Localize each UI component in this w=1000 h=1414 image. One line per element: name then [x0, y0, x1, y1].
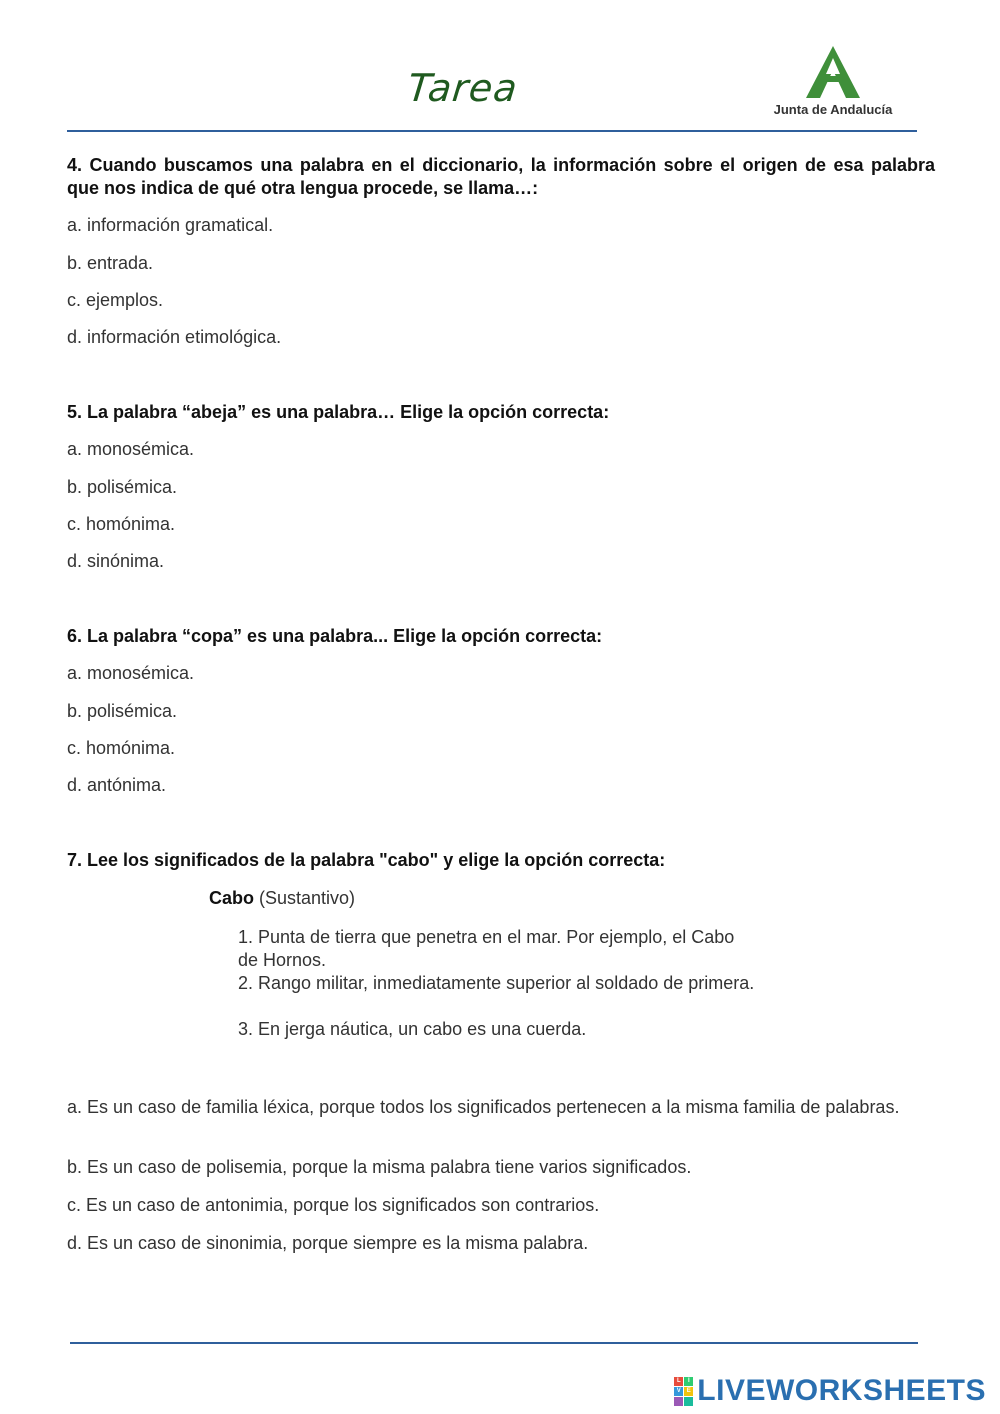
question-7-option-a[interactable]: a. Es un caso de familia léxica, porque todos los significados pertenecen a la misma familia de palabras.: [67, 1097, 900, 1117]
liveworksheets-mark-icon: [674, 1377, 693, 1406]
question-5-option-a[interactable]: a. monosémica.: [67, 439, 195, 459]
question-4-option-a[interactable]: a. información gramatical.: [67, 215, 274, 235]
question-7-prompt: 7. Lee los significados de la palabra "cabo" y elige la opción correcta:: [67, 850, 666, 870]
question-4-option-c[interactable]: c. ejemplos.: [67, 290, 164, 310]
question-7-option-c[interactable]: c. Es un caso de antonimia, porque los significados son contrarios.: [67, 1195, 600, 1215]
question-5-prompt: 5. La palabra “abeja” es una palabra… Elige la opción correcta:: [67, 402, 610, 422]
entry-word: Cabo: [209, 888, 254, 908]
dictionary-entry-heading: [209, 888, 355, 909]
question-6-option-c[interactable]: c. homónima.: [67, 738, 176, 758]
question-7-option-d[interactable]: d. Es un caso de sinonimia, porque siempre es la misma palabra.: [67, 1233, 589, 1253]
footer-divider: [70, 1342, 918, 1344]
question-5-option-c[interactable]: c. homónima.: [67, 514, 176, 534]
mark-square-l: L: [674, 1377, 683, 1386]
logo-label: Junta de Andalucía: [773, 102, 893, 117]
question-4-option-d[interactable]: d. información etimológica.: [67, 327, 282, 347]
entry-category: (Sustantivo): [259, 888, 356, 908]
question-4-prompt: 4. Cuando buscamos una palabra en el diccionario, la información sobre el origen de esa palabra que nos indica de qué otra lengua procede, se llama…:: [67, 155, 935, 198]
definition-2: 2. Rango militar, inmediatamente superior al soldado de primera.: [238, 973, 755, 993]
question-4-option-b[interactable]: b. entrada.: [67, 253, 154, 273]
page-title: Tarea: [405, 66, 521, 110]
question-5-option-d[interactable]: d. sinónima.: [67, 551, 165, 571]
mark-square-blank-1: [674, 1397, 683, 1406]
mark-square-v: V: [674, 1387, 683, 1396]
mark-square-i: I: [684, 1377, 693, 1386]
mark-square-blank-2: [684, 1397, 693, 1406]
definition-1: 1. Punta de tierra que penetra en el mar. Por ejemplo, el Cabo de Hornos.: [238, 927, 735, 970]
liveworksheets-logo: [674, 1374, 986, 1408]
junta-andalucia-logo: [768, 44, 898, 117]
liveworksheets-wordmark: LIVEWORKSHEETS: [697, 1374, 986, 1407]
question-5-option-b[interactable]: b. polisémica.: [67, 477, 178, 497]
header-divider: [67, 130, 917, 132]
mark-square-e: E: [684, 1387, 693, 1396]
question-6-option-d[interactable]: d. antónima.: [67, 775, 167, 795]
question-6-option-b[interactable]: b. polisémica.: [67, 701, 178, 721]
question-7-option-b[interactable]: b. Es un caso de polisemia, porque la misma palabra tiene varios significados.: [67, 1157, 692, 1177]
andalucia-emblem-icon: [804, 44, 862, 100]
question-6-option-a[interactable]: a. monosémica.: [67, 663, 195, 683]
question-6-prompt: 6. La palabra “copa” es una palabra... Elige la opción correcta:: [67, 626, 603, 646]
definition-3: 3. En jerga náutica, un cabo es una cuerda.: [238, 1019, 587, 1039]
